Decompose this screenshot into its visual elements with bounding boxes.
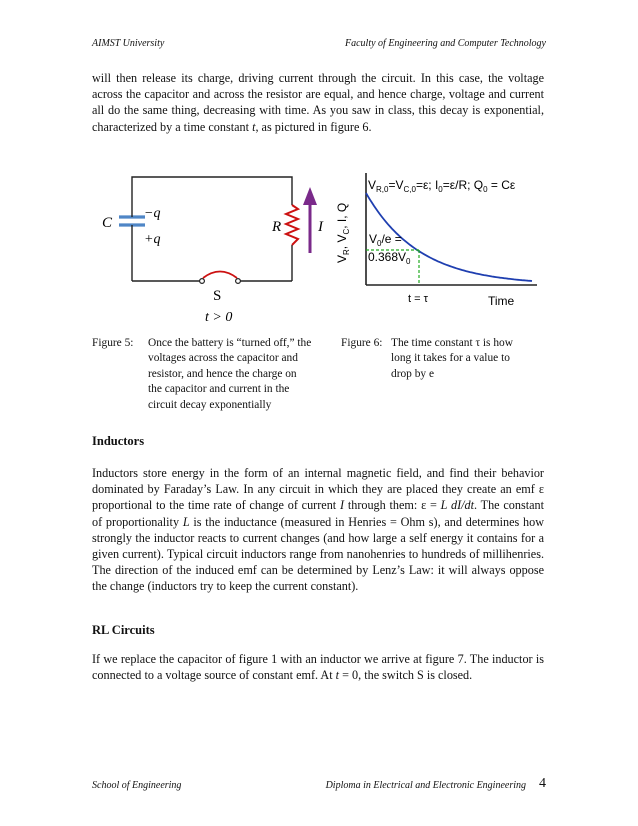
- initial-values-formula: $V_{R,0}=V_{C,0}=\varepsilon$; $I_0=\varepsilon/R$; $Q_0 = C\varepsilon$: [368, 178, 516, 194]
- figure5-caption-line: resistor, and hence the charge on: [148, 367, 297, 380]
- figure5-caption-prefix: Figure 5:: [92, 337, 134, 349]
- label-plus-q: +q: [144, 232, 161, 247]
- inductors-paragraph: Inductors store energy in the form of an internal magnetic field, and find their behavior dominated by Faraday’s Law. In any circuit in which they are placed they create an emf ε proportional to the time rate of change of current I through them: ε = L dI/dt. The constant of proportionality L is the inductance (measured in Henries = Ohm s), and determines how strongly the inductor reacts to current changes (and how large a self energy it contains for a given current). Typical circuit inductors range from nanohenries to hundreds of millihenries. The direction of the induced emf can be determined by Lenz’s Law: it will always oppose the change (inductors try to keep the current constant).: [92, 466, 545, 594]
- current-arrow-head: [303, 187, 317, 205]
- figure6-caption-prefix: Figure 6:: [341, 337, 383, 349]
- figure6-caption: [391, 336, 546, 382]
- label-S: S: [213, 288, 222, 304]
- figure5-caption-line: the capacitor and current in the: [148, 383, 290, 396]
- resistor-zigzag: [286, 205, 298, 245]
- page-number: 4: [539, 776, 546, 791]
- y-axis-label: $V_R$, $V_C$, I, Q: [335, 202, 351, 263]
- rl-circuits-paragraph: If we replace the capacitor of figure 1 with an inductor we arrive at figure 7. The inductor is connected to a voltage source of constant emf. At t = 0, the switch S is closed.: [92, 652, 544, 683]
- switch-lever: [203, 272, 237, 279]
- switch-contact-left: [200, 279, 205, 284]
- label-C: C: [102, 215, 113, 231]
- tau-tick-label: t = τ: [408, 293, 428, 305]
- figure5-circuit: [92, 165, 332, 325]
- label-t-cond: t > 0: [205, 310, 233, 325]
- footer-right: Diploma in Electrical and Electronic Engineering: [325, 780, 526, 791]
- figure6-caption-line: long it takes for a value to: [391, 352, 510, 365]
- header-right: Faculty of Engineering and Computer Technology: [345, 38, 546, 49]
- figure5-caption-line: Once the battery is “turned off,” the: [148, 337, 312, 349]
- switch-contact-right: [236, 279, 241, 284]
- figure6-graph: [332, 163, 548, 313]
- section-heading-inductors: Inductors: [92, 434, 145, 448]
- label-R: R: [272, 219, 282, 235]
- circuit-wire-top: [132, 177, 292, 205]
- header-left: AIMST University: [92, 38, 165, 49]
- figure6-caption-line: drop by e: [391, 367, 435, 380]
- section-heading-rl-circuits: RL Circuits: [92, 623, 155, 637]
- intro-paragraph: will then release its charge, driving current through the circuit. In this case, the voltage across the capacitor and across the resistor are equal, and hence charge, voltage and current all do the same thing, decreasing with time. As you saw in class, this decay is exponential, characterized by a time constant t, as pictured in figure 6.: [92, 71, 544, 134]
- figure5-caption-line: voltages across the capacitor and: [148, 352, 298, 365]
- figure6-caption-line: The time constant τ is how: [391, 337, 513, 349]
- label-minus-q: −q: [144, 206, 161, 221]
- time-axis-label: Time: [488, 294, 515, 308]
- label-I: I: [318, 219, 323, 235]
- footer-left: School of Engineering: [92, 780, 182, 791]
- v0-over-e-value: $0.368V_0$: [368, 250, 411, 266]
- figure5-caption-line: circuit decay exponentially: [148, 398, 272, 411]
- figure5-caption: [148, 336, 333, 413]
- v0-over-e-label: $V_0/e$ =: [369, 232, 402, 248]
